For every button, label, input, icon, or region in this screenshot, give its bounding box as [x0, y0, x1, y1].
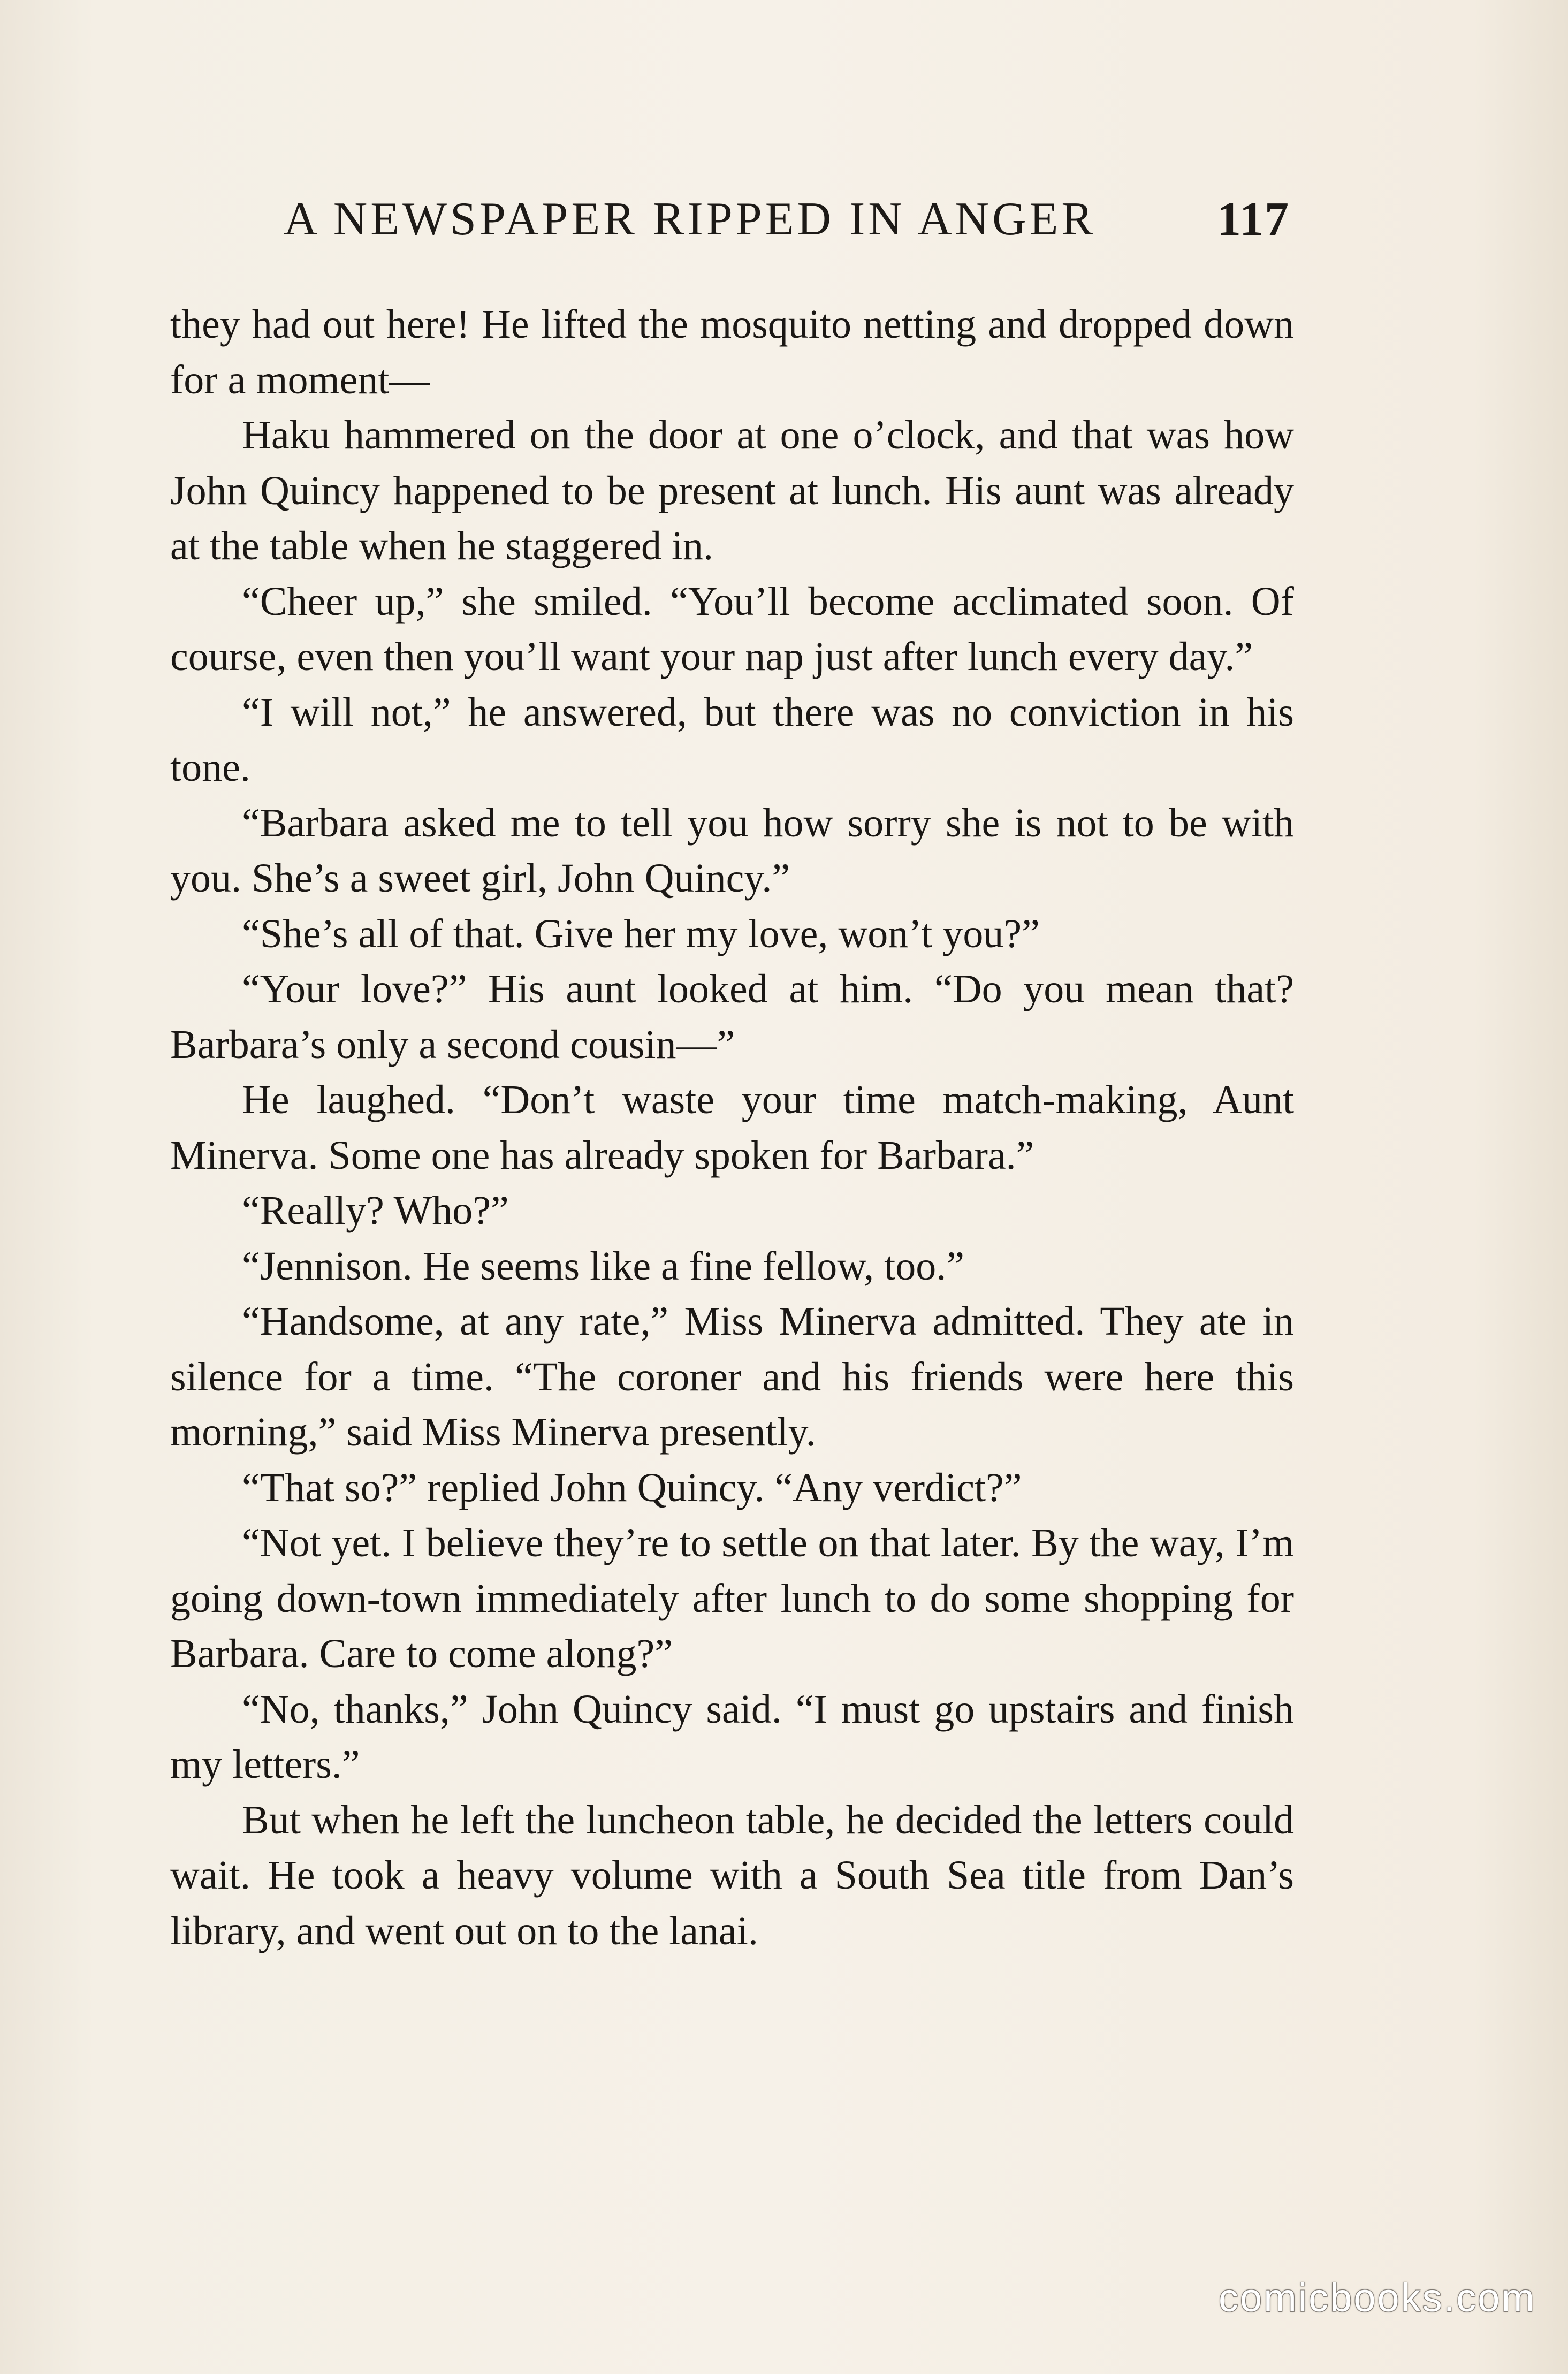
paragraph-10: “Jennison. He seems like a fine fellow, too.” — [242, 1243, 965, 1289]
paragraph-8: He laughed. “Don’t waste your time match-making, Aunt Minerva. Some one has already spoken for Barbara.” — [170, 1077, 1294, 1178]
running-title: A NEWSPAPER RIPPED IN ANGER — [284, 193, 1097, 245]
paragraph-2: Haku hammered on the door at one o’clock, and that was how John Quincy happened to be present at lunch. His aunt was already at the table when he staggered in. — [170, 413, 1294, 568]
paragraph-1: they had out here! He lifted the mosquito netting and dropped down for a moment— — [170, 302, 1294, 402]
paragraph-4: “I will not,” he answered, but there was no conviction in his tone. — [170, 689, 1294, 790]
paragraph-3: “Cheer up,” she smiled. “You’ll become acclimated soon. Of course, even then you’ll want your nap just after lunch every day.” — [170, 579, 1294, 679]
paragraph-11: “Handsome, at any rate,” Miss Minerva admitted. They ate in silence for a time. “The coroner and his friends were here this morning,” said Miss Minerva presently. — [170, 1299, 1294, 1455]
watermark: comicbooks.com — [1218, 2276, 1536, 2320]
paragraph-15: But when he left the luncheon table, he decided the letters could wait. He took a heavy volume with a South Sea title from Dan’s library, and went out on to the lanai. — [170, 1797, 1294, 1953]
page-body-text — [170, 297, 1294, 1959]
running-header — [284, 190, 1290, 249]
paragraph-12: “That so?” replied John Quincy. “Any verdict?” — [242, 1465, 1022, 1510]
paragraph-9: “Really? Who?” — [242, 1188, 509, 1233]
paragraph-14: “No, thanks,” John Quincy said. “I must go upstairs and finish my letters.” — [170, 1686, 1294, 1787]
paragraph-5: “Barbara asked me to tell you how sorry she is not to be with you. She’s a sweet girl, John Quincy.” — [170, 800, 1294, 901]
paragraph-7: “Your love?” His aunt looked at him. “Do you mean that? Barbara’s only a second cousin—” — [170, 967, 1294, 1067]
paragraph-6: “She’s all of that. Give her my love, won’t you?” — [242, 911, 1040, 956]
paragraph-13: “Not yet. I believe they’re to settle on that later. By the way, I’m going down-town immediately after lunch to do some shopping for Barbara. Care to come along?” — [170, 1520, 1294, 1676]
page-number: 117 — [1216, 193, 1290, 246]
